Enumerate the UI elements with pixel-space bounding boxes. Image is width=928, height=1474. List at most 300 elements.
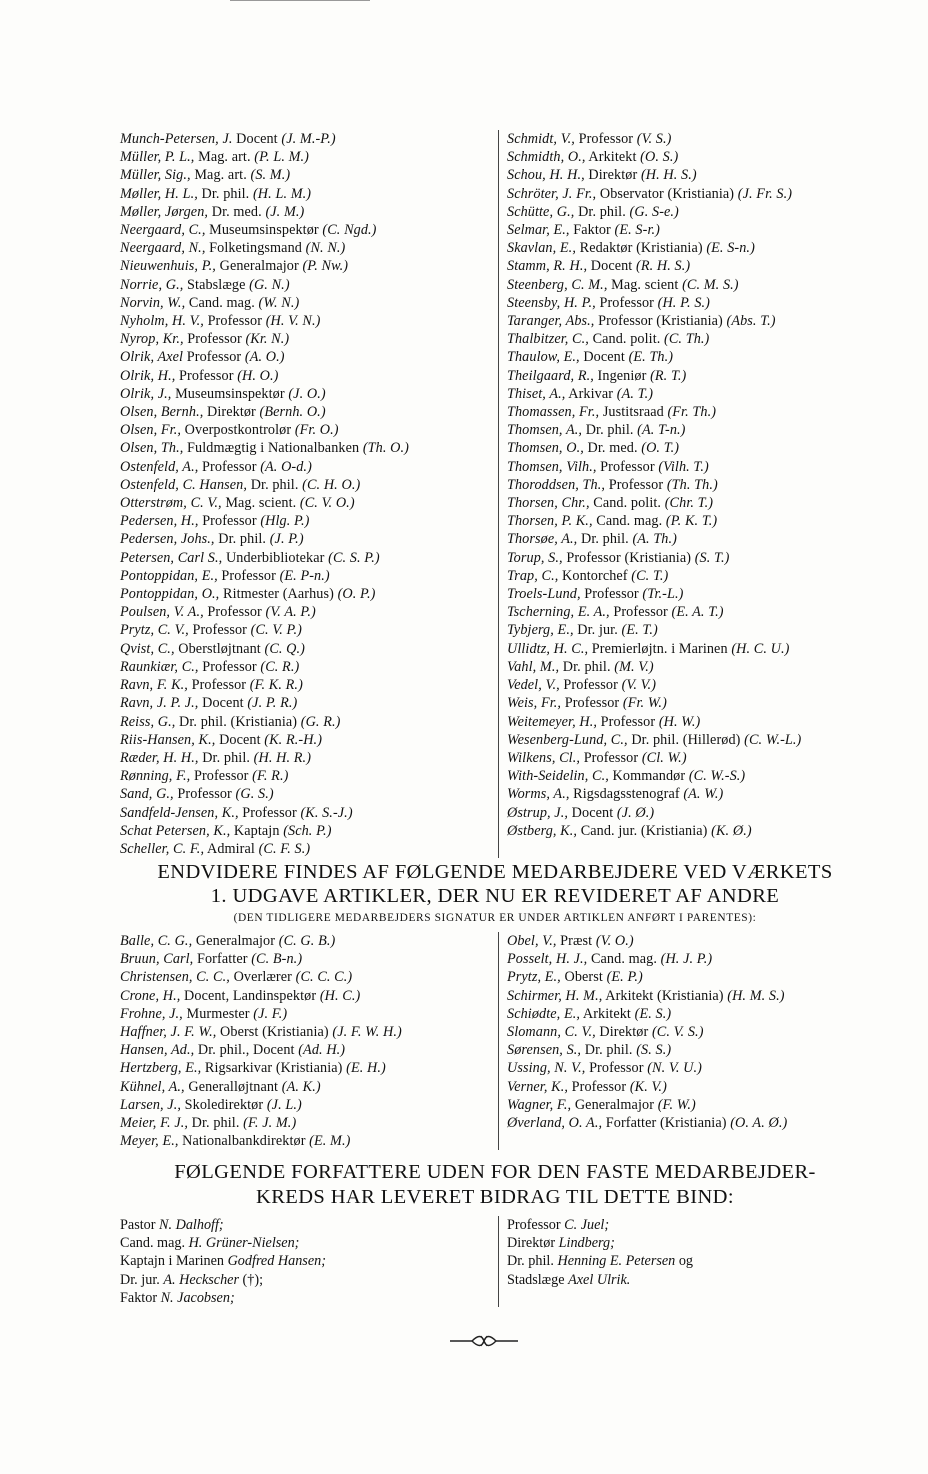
contributor-signature: (C. R.) — [260, 658, 300, 675]
contributor-entry — [120, 385, 490, 403]
top-rule — [230, 0, 370, 1]
contributor-signature: (J. P. R.) — [247, 695, 298, 712]
contributor-title: Observator (Kristiania) — [599, 185, 735, 202]
contributor-name: Raunkiær, C., — [120, 658, 199, 675]
contributor-signature: (J. F. W. H.) — [332, 1024, 402, 1041]
contributor-signature: (C. T.) — [631, 567, 669, 584]
author-title: Kaptajn i Marinen — [120, 1253, 225, 1270]
contributor-entry — [507, 239, 898, 257]
contributor-signature: (R. H. S.) — [636, 258, 691, 275]
contributor-signature: (C. W.-S.) — [688, 768, 746, 785]
contributor-entry — [120, 840, 490, 858]
contributor-name: Wesenberg-Lund, C., — [507, 731, 628, 748]
contributor-signature: (S. S.) — [636, 1042, 672, 1059]
contributor-title: Folketingsmand — [209, 240, 302, 257]
contributor-title: Ingeniør — [597, 367, 647, 384]
contributor-entry — [120, 166, 490, 184]
contributor-entry — [507, 330, 898, 348]
external-author-entry — [507, 1216, 898, 1234]
contributor-name: Pontoppidan, O., — [120, 586, 220, 603]
author-name: Godfred Hansen; — [227, 1253, 326, 1270]
contributor-signature: (E. S-r.) — [614, 222, 660, 239]
contributor-entry — [120, 676, 490, 694]
contributor-entry — [120, 148, 490, 166]
contributor-title: Cand. mag. — [590, 951, 657, 968]
contributor-name: Prytz, C. V., — [120, 622, 189, 639]
contributor-title: Dr. phil. — [191, 1115, 240, 1132]
external-left-column — [120, 1216, 498, 1307]
contributors-right-column — [498, 130, 898, 858]
contributor-title: Professor — [613, 604, 668, 621]
contributor-title: Cand. mag. — [188, 294, 255, 311]
contributor-signature: (A. T.) — [616, 385, 654, 402]
contributor-title: Museumsinspektør — [209, 222, 319, 239]
contributor-signature: (G. R.) — [300, 713, 341, 730]
contributor-name: Olsen, Th., — [120, 440, 184, 457]
contributor-name: Nyrop, Kr., — [120, 331, 184, 348]
contributor-title: Professor (Kristiania) — [566, 549, 692, 566]
contributor-name: Troels-Lund, — [507, 586, 581, 603]
contributor-entry — [507, 148, 898, 166]
contributor-title: Generalmajor — [195, 933, 276, 949]
contributor-title: Dr. med. — [211, 203, 262, 220]
contributor-entry — [120, 130, 490, 148]
contributor-name: Munch-Petersen, J. — [120, 131, 233, 147]
contributor-entry — [507, 494, 898, 512]
contributor-name: Øverland, O. A., — [507, 1115, 603, 1132]
contributor-entry — [507, 166, 898, 184]
contributor-entry — [120, 185, 490, 203]
contributor-title: Professor — [600, 458, 655, 475]
contributor-name: Stamm, R. H., — [507, 258, 588, 275]
contributor-title: Docent — [590, 258, 633, 275]
contributor-name: Ussing, N. V., — [507, 1060, 586, 1077]
contributor-signature: (S. M.) — [250, 167, 291, 184]
contributor-entry — [507, 421, 898, 439]
contributor-signature: (A. T-n.) — [637, 422, 686, 439]
contributor-title: Skoledirektør — [184, 1096, 264, 1113]
contributor-entry — [120, 932, 490, 950]
contributor-title: Generalmajor — [574, 1096, 655, 1113]
contributor-title: Dr. phil. — [218, 531, 267, 548]
contributor-name: Ræder, H. H., — [120, 749, 199, 766]
contributor-signature: (V. A. P.) — [265, 604, 316, 621]
contributor-entry — [507, 1041, 898, 1059]
contributor-entry — [507, 385, 898, 403]
contributor-entry — [120, 621, 490, 639]
contributor-name: Prytz, E., — [507, 969, 561, 986]
contributor-title: Professor — [187, 331, 242, 348]
contributor-title: Cand. polit. — [592, 331, 661, 348]
contributor-entry — [507, 549, 898, 567]
contributor-signature: (J. L.) — [266, 1096, 302, 1113]
contributor-signature: (H. C. U.) — [731, 640, 790, 657]
contributor-signature: (A. O.) — [244, 349, 285, 366]
contributor-name: Tscherning, E. A., — [507, 604, 610, 621]
contributor-signature: (G. S.) — [235, 786, 274, 803]
contributor-title: Murmester — [186, 1005, 250, 1022]
contributor-signature: (J. F.) — [253, 1005, 288, 1022]
contributor-title: Professor — [177, 786, 232, 803]
contributor-signature: (G. S-e.) — [629, 203, 679, 220]
contributor-name: Thomassen, Fr., — [507, 404, 600, 421]
contributor-title: Professor — [202, 513, 257, 530]
contributor-name: Müller, Sig., — [120, 167, 191, 184]
author-title: Faktor — [120, 1289, 158, 1306]
contributor-entry — [507, 403, 898, 421]
contributor-name: Sørensen, S., — [507, 1042, 582, 1059]
contributor-signature: (C. Th.) — [664, 331, 710, 348]
contributor-entry — [120, 585, 490, 603]
author-title: Stadslæge — [507, 1271, 565, 1288]
contributor-signature: (C. C. C.) — [295, 969, 353, 986]
contributor-title: Dr. phil. — [585, 422, 634, 439]
contributor-name: Skavlan, E., — [507, 240, 576, 257]
contributor-title: Dr. med. — [587, 440, 638, 457]
contributor-entry — [507, 294, 898, 312]
contributor-signature: (H. M. S.) — [727, 987, 785, 1004]
contributor-name: Thomsen, A., — [507, 422, 583, 439]
contributor-name: Thorsen, P. K., — [507, 513, 593, 530]
contributor-signature: (H. H. S.) — [640, 167, 697, 184]
contributor-title: Professor — [179, 367, 234, 384]
contributor-name: Schou, H. H., — [507, 167, 585, 184]
contributor-name: Nieuwenhuis, P., — [120, 258, 216, 275]
contributor-title: Dr. phil. (Kristiania) — [179, 713, 298, 730]
contributor-name: Schirmer, H. M., — [507, 987, 603, 1004]
author-name: Lindberg; — [558, 1235, 615, 1252]
author-name: Axel Ulrik. — [568, 1271, 631, 1288]
contributor-name: Müller, P. L., — [120, 149, 195, 166]
contributor-signature: (P. L. M.) — [254, 149, 310, 166]
contributor-name: Thalbitzer, C., — [507, 331, 589, 348]
contributor-entry — [120, 1005, 490, 1023]
contributor-name: Meyer, E., — [120, 1133, 179, 1150]
contributor-signature: (C. V. O.) — [299, 495, 355, 512]
contributor-signature: (N. N.) — [305, 240, 346, 257]
contributor-signature: (Abs. T.) — [726, 313, 776, 330]
contributor-entry — [120, 1078, 490, 1096]
contributor-entry — [507, 1114, 898, 1132]
contributor-title: Arkitekt (Kristiania) — [605, 987, 724, 1004]
contributor-name: Hansen, Ad., — [120, 1042, 195, 1059]
contributor-title: Docent — [583, 349, 625, 366]
contributor-name: Schat Petersen, K., — [120, 822, 231, 839]
contributor-title: Nationalbankdirektør — [182, 1133, 306, 1150]
contributor-signature: (E. P-n.) — [279, 567, 330, 584]
contributor-entry — [507, 276, 898, 294]
contributor-signature: (C. G. B.) — [278, 933, 336, 949]
contributor-signature: (H. O.) — [237, 367, 279, 384]
contributor-entry — [120, 221, 490, 239]
external-author-entry — [507, 1234, 898, 1252]
contributor-signature: (J. Ø.) — [616, 804, 655, 821]
contributor-entry — [120, 403, 490, 421]
contributor-entry — [507, 530, 898, 548]
contributor-signature: (H. C.) — [319, 987, 361, 1004]
contributor-signature: (E. Th.) — [628, 349, 674, 366]
contributor-entry — [120, 476, 490, 494]
contributor-name: Reiss, G., — [120, 713, 176, 730]
contributor-name: Scheller, C. F., — [120, 840, 205, 857]
contributor-name: Ullidtz, H. C., — [507, 640, 589, 657]
contributor-title: Fuldmægtig i Nationalbanken — [187, 440, 360, 457]
contributor-title: Cand. jur. (Kristiania) — [580, 822, 708, 839]
contributor-name: Pedersen, Johs., — [120, 531, 215, 548]
contributor-title: Professor — [578, 131, 634, 147]
author-name: H. Grüner-Nielsen; — [188, 1235, 300, 1252]
contributor-name: Olsen, Bernh., — [120, 404, 204, 421]
contributor-title: Dr. phil. — [580, 531, 629, 548]
contributor-entry — [120, 494, 490, 512]
contributor-title: Generalmajor — [219, 258, 299, 275]
contributor-name: Verner, K., — [507, 1078, 568, 1095]
contributor-entry — [507, 822, 898, 840]
contributor-name: Østrup, J., — [507, 804, 569, 821]
contributor-name: Olrik, H., — [120, 367, 176, 384]
contributor-entry — [120, 530, 490, 548]
contributor-name: Taranger, Abs., — [507, 313, 595, 330]
contributor-entry — [120, 749, 490, 767]
contributor-name: Østberg, K., — [507, 822, 578, 839]
contributor-entry — [507, 567, 898, 585]
revised-articles-section — [120, 932, 898, 1150]
external-author-entry — [507, 1271, 898, 1289]
contributor-title: Redaktør (Kristiania) — [579, 240, 703, 257]
contributor-title: Docent — [571, 804, 614, 821]
contributor-title: Arkitekt — [588, 149, 637, 166]
contributor-signature: (K. S.-J.) — [300, 804, 353, 821]
contributor-name: Poulsen, V. A., — [120, 604, 204, 621]
contributor-title: Professor — [563, 677, 618, 694]
contributor-title: Professor — [608, 476, 664, 493]
contributor-title: Overlærer — [233, 969, 292, 986]
contributor-title: Præst — [560, 933, 593, 949]
author-name: N. Dalhoff; — [159, 1217, 224, 1233]
contributor-entry — [120, 1059, 490, 1077]
contributor-name: Ravn, F. K., — [120, 677, 188, 694]
contributor-title: Direktør — [207, 404, 256, 421]
external-authors-heading-line1: FØLGENDE FORFATTERE UDEN FOR DEN FASTE MEDARBEJDER- — [174, 1161, 816, 1183]
contributor-signature: (A. W.) — [683, 786, 724, 803]
revised-articles-heading-line2: 1. UDGAVE ARTIKLER, DER NU ER REVIDERET AF ANDRE — [210, 885, 780, 907]
contributor-entry — [120, 276, 490, 294]
contributor-title: Professor — [191, 677, 247, 694]
contributor-name: Møller, Jørgen, — [120, 203, 209, 220]
contributor-signature: (O. T.) — [641, 440, 680, 457]
contributor-signature: (C. M. S.) — [682, 276, 739, 293]
contributor-signature: (K. V.) — [629, 1078, 667, 1095]
contributor-signature: (V. S.) — [636, 131, 672, 147]
external-author-entry — [507, 1252, 898, 1270]
contributor-entry — [507, 367, 898, 385]
contributor-entry — [507, 439, 898, 457]
contributor-entry — [120, 640, 490, 658]
contributor-signature: (H. H. R.) — [253, 749, 312, 766]
contributor-entry — [507, 130, 898, 148]
contributor-name: Olrik, Axel — [120, 349, 184, 366]
contributor-name: Trap, C., — [507, 567, 559, 584]
contributor-title: Generalløjtnant — [188, 1078, 279, 1095]
contributor-name: Thiset, A., — [507, 385, 566, 402]
external-author-entry — [120, 1234, 490, 1252]
contributor-title: Professor — [599, 294, 654, 311]
contributor-name: Schiødte, E., — [507, 1005, 581, 1022]
contributor-name: Qvist, C., — [120, 640, 175, 657]
contributor-entry — [507, 785, 898, 803]
contributor-signature: (C. Q.) — [264, 640, 305, 657]
contributor-title: Mag. scient — [611, 276, 679, 293]
contributor-entry — [507, 968, 898, 986]
contributor-signature: (Th. O.) — [362, 440, 409, 457]
external-authors-heading-line2: KREDS HAR LEVERET BIDRAG TIL DETTE BIND: — [256, 1186, 734, 1208]
contributor-signature: (K. Ø.) — [711, 822, 752, 839]
contributor-signature: (E. T.) — [621, 622, 658, 639]
contributor-signature: (K. R.-H.) — [264, 731, 323, 748]
contributor-entry — [507, 658, 898, 676]
contributor-signature: (W. N.) — [258, 294, 300, 311]
contributor-signature: (A. O-d.) — [260, 458, 312, 475]
contributor-title: Professor — [221, 567, 276, 584]
contributor-name: Thomsen, O., — [507, 440, 584, 457]
contributor-signature: (A. Th.) — [632, 531, 677, 548]
contributor-signature: (C. H. O.) — [302, 476, 361, 493]
author-name: A. Heckscher — [163, 1271, 239, 1288]
contributor-signature: (Fr. O.) — [294, 422, 339, 439]
revised-left-column — [120, 932, 498, 1150]
external-authors-section — [120, 1216, 898, 1307]
external-author-entry — [120, 1271, 490, 1289]
contributor-signature: (E. A. T.) — [671, 604, 724, 621]
external-author-entry — [120, 1252, 490, 1270]
contributor-title: Kommandør — [612, 768, 686, 785]
author-title: Pastor — [120, 1217, 156, 1233]
contributor-name: Bruun, Carl, — [120, 951, 194, 968]
contributor-signature: (J. O.) — [288, 385, 326, 402]
contributor-entry — [507, 767, 898, 785]
contributor-title: Kontorchef — [562, 567, 628, 584]
contributor-signature: (E. P.) — [606, 969, 643, 986]
contributor-name: Olsen, Fr., — [120, 422, 182, 439]
external-author-entry — [120, 1216, 490, 1234]
contributor-name: Neergaard, N., — [120, 240, 206, 257]
contributor-name: Sandfeld-Jensen, K., — [120, 804, 239, 821]
author-title: Professor — [507, 1217, 561, 1233]
contributor-entry — [507, 932, 898, 950]
contributor-name: Thorsen, Chr., — [507, 495, 590, 512]
contributor-title: Direktør — [588, 167, 638, 184]
contributor-entry — [507, 585, 898, 603]
contributor-title: Dr. phil. — [201, 185, 250, 202]
author-suffix: (†); — [242, 1271, 264, 1288]
contributor-name: Theilgaard, R., — [507, 367, 594, 384]
contributor-signature: (O. S.) — [640, 149, 679, 166]
contributor-entry — [507, 476, 898, 494]
contributor-entry — [120, 330, 490, 348]
contributor-name: Worms, A., — [507, 786, 570, 803]
contributor-signature: (H. P. S.) — [657, 294, 710, 311]
contributor-name: Hertzberg, E., — [120, 1060, 202, 1077]
contributor-title: Dr. phil. — [250, 476, 299, 493]
contributor-name: Weis, Fr., — [507, 695, 562, 712]
contributor-name: Sand, G., — [120, 786, 174, 803]
contributor-name: Kühnel, A., — [120, 1078, 185, 1095]
end-ornament — [448, 1332, 520, 1350]
contributor-entry — [120, 822, 490, 840]
contributor-title: Oberst — [564, 969, 603, 986]
contributor-name: Vahl, M., — [507, 658, 560, 675]
contributor-entry — [120, 549, 490, 567]
contributor-name: Steensby, H. P., — [507, 294, 596, 311]
contributor-signature: (V. O.) — [595, 933, 634, 949]
contributor-title: Docent — [236, 131, 278, 147]
contributor-name: Wagner, F., — [507, 1096, 572, 1113]
contributor-title: Dr. jur. — [577, 622, 618, 639]
contributor-title: Dr. phil. (Hillerød) — [631, 731, 741, 748]
contributor-entry — [120, 312, 490, 330]
contributor-signature: (C. S. P.) — [328, 549, 380, 566]
contributor-signature: (P. Nw.) — [302, 258, 349, 275]
contributor-name: Schröter, J. Fr., — [507, 185, 597, 202]
contributor-title: Mag. art. — [198, 149, 251, 166]
contributor-title: Professor — [192, 622, 247, 639]
contributor-signature: (C. V. P.) — [250, 622, 302, 639]
contributor-signature: (O. P.) — [337, 586, 376, 603]
contributor-name: Schmidth, O., — [507, 149, 586, 166]
contributor-signature: (Kr. N.) — [245, 331, 290, 348]
contributor-signature: (F. W.) — [657, 1096, 696, 1113]
contributor-signature: (C. W.-L.) — [744, 731, 802, 748]
external-author-entry — [120, 1289, 490, 1307]
contributor-title: Professor — [207, 604, 262, 621]
contributor-title: Dr. phil. — [202, 749, 251, 766]
contributor-title: Overpostkontrolør — [184, 422, 292, 439]
revised-articles-heading-line1: ENDVIDERE FINDES AF FØLGENDE MEDARBEJDERE VED VÆRKETS — [157, 861, 833, 883]
contributor-entry — [120, 239, 490, 257]
contributor-entry — [507, 713, 898, 731]
contributor-entry — [120, 1132, 490, 1150]
contributor-signature: (Fr. W.) — [622, 695, 667, 712]
contributor-name: Schmidt, V., — [507, 131, 575, 147]
contributor-name: Pontoppidan, E., — [120, 567, 218, 584]
contributor-title: Professor — [207, 313, 263, 330]
contributor-name: Frohne, J., — [120, 1005, 183, 1022]
author-title: Dr. jur. — [120, 1271, 160, 1288]
contributors-left-column — [120, 130, 498, 858]
contributor-signature: (M. V.) — [614, 658, 654, 675]
contributor-entry — [120, 658, 490, 676]
contributor-signature: (V. V.) — [621, 677, 657, 694]
contributor-signature: (F. K. R.) — [249, 677, 303, 694]
contributor-entry — [507, 1059, 898, 1077]
contributor-title: Arkivar — [568, 385, 614, 402]
contributor-entry — [507, 348, 898, 366]
contributor-title: Professor — [584, 586, 639, 603]
contributor-name: Haffner, J. F. W., — [120, 1024, 217, 1041]
contributor-signature: (Tr.-L.) — [642, 586, 684, 603]
contributor-signature: (E. M.) — [309, 1133, 351, 1150]
contributor-title: Forfatter (Kristiania) — [605, 1115, 727, 1132]
contributor-title: Dr. phil. — [562, 658, 611, 675]
contributor-title: Professor — [564, 695, 620, 712]
contributor-name: Møller, H. L., — [120, 185, 198, 202]
contributor-title: Dr. phil. — [584, 1042, 633, 1059]
contributor-signature: (F. R.) — [252, 768, 289, 785]
contributor-entry — [120, 713, 490, 731]
author-name: Henning E. Petersen — [557, 1253, 676, 1270]
contributor-name: Ostenfeld, C. Hansen, — [120, 476, 248, 493]
contributor-name: Larsen, J., — [120, 1096, 182, 1113]
